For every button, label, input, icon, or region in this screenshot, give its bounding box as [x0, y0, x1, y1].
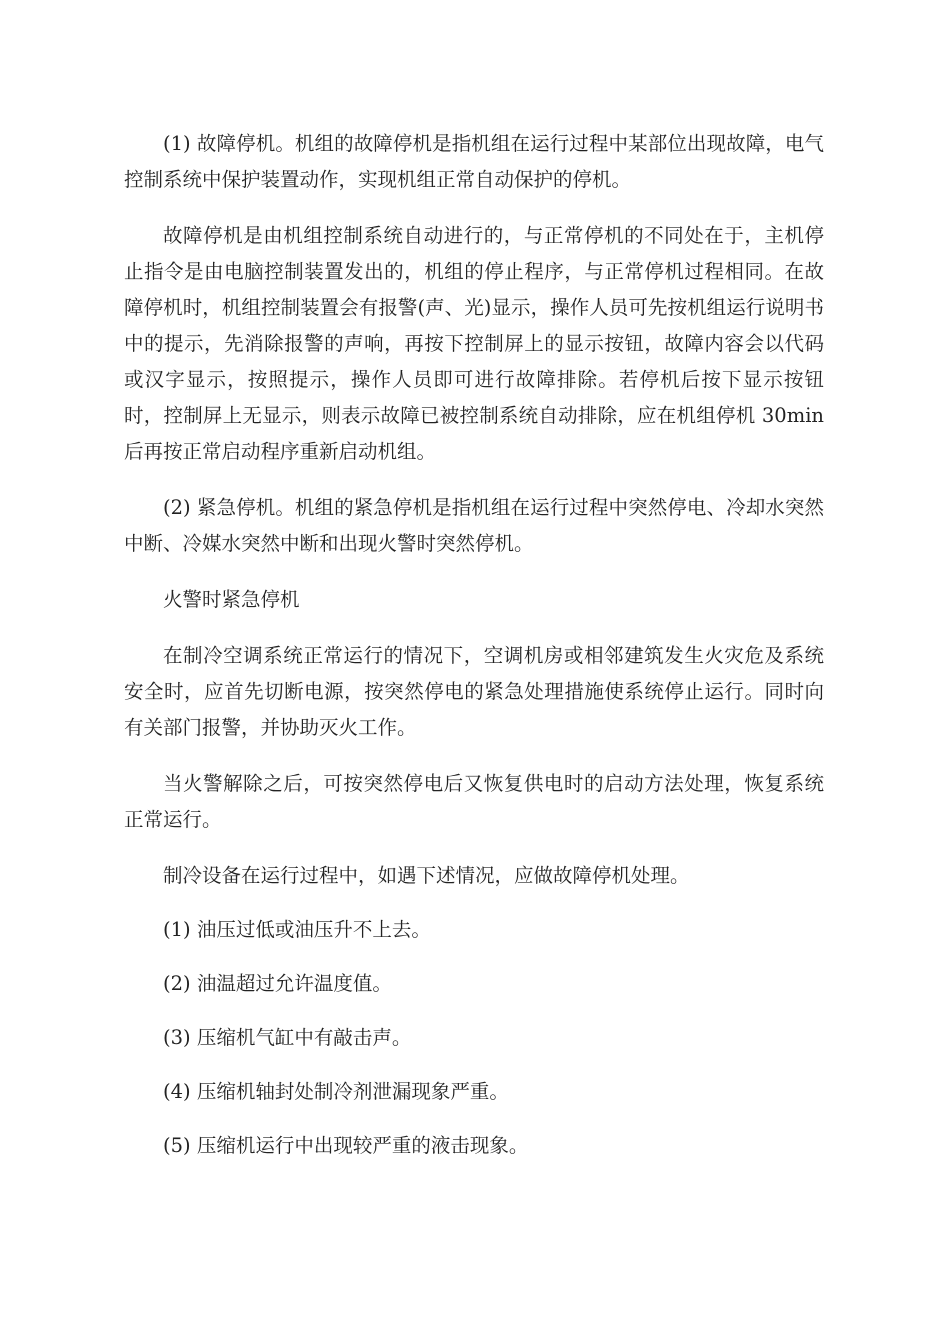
document-body: [124, 126, 824, 1182]
paragraph-fault-shutdown-detail: 故障停机是由机组控制系统自动进行的，与正常停机的不同处在于，主机停止指令是由电脑控制装置发出的，机组的停止程序，与正常停机过程相同。在故障停机时，机组控制装置会有报警(声、光)显示，操作人员可先按机组运行说明书中的提示，先消除报警的声响，再按下控制屏上的显示按钮，故障内容会以代码或汉字显示，按照提示，操作人员即可进行故障排除。若停机后按下显示按钮时，控制屏上无显示，则表示故障已被控制系统自动排除，应在机组停机 30min 后再按正常启动程序重新启动机组。: [124, 224, 824, 463]
paragraph-conditions-intro: 制冷设备在运行过程中，如遇下述情况，应做故障停机处理。: [163, 864, 690, 887]
paragraph-emergency-shutdown: (2) 紧急停机。机组的紧急停机是指机组在运行过程中突然停电、冷却水突然中断、冷媒水突然中断和出现火警时突然停机。: [124, 496, 824, 555]
paragraph-fire-procedure: 在制冷空调系统正常运行的情况下，空调机房或相邻建筑发生火灾危及系统安全时，应首先切断电源，按突然停电的紧急处理措施使系统停止运行。同时向有关部门报警，并协助灭火工作。: [124, 644, 824, 739]
list-item-shaft-seal-leak: (4) 压缩机轴封处制冷剂泄漏现象严重。: [163, 1080, 509, 1103]
list-item-oil-temperature: (2) 油温超过允许温度值。: [163, 972, 392, 995]
paragraph-fault-shutdown: (1) 故障停机。机组的故障停机是指机组在运行过程中某部位出现故障，电气控制系统中保护装置动作，实现机组正常自动保护的停机。: [124, 132, 824, 191]
list-item-oil-pressure: (1) 油压过低或油压升不上去。: [163, 918, 431, 941]
paragraph-fire-recovery: 当火警解除之后，可按突然停电后又恢复供电时的启动方法处理，恢复系统正常运行。: [124, 772, 824, 831]
list-item-liquid-slugging: (5) 压缩机运行中出现较严重的液击现象。: [163, 1134, 529, 1157]
paragraph-fire-heading: 火警时紧急停机: [163, 588, 300, 611]
list-item-cylinder-knock: (3) 压缩机气缸中有敲击声。: [163, 1026, 412, 1049]
